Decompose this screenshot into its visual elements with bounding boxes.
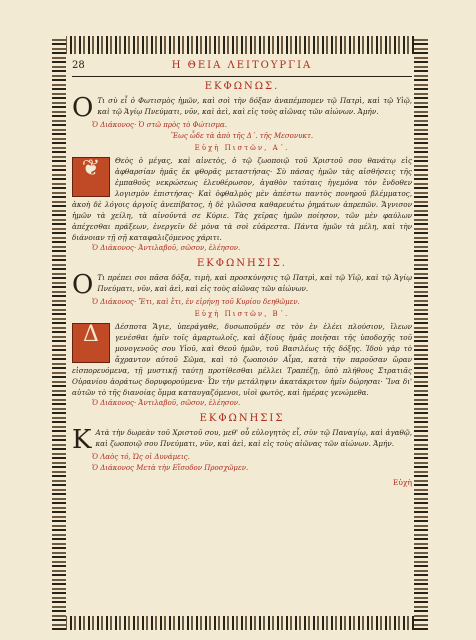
paragraph-text: Ατὰ τὴν δωρεὰν τοῦ Χριστοῦ σου, μεθ' οὗ εὐλογητὸς εἶ, σὺν τῷ Παναγίῳ, καὶ ἀγαθῷ, καὶ ζωοποιῷ σου Πνεύματι, νῦν, καὶ ἀεὶ, καὶ εἰς τοὺς αἰῶνας τῶν αἰώνων. Ἀμήν. <box>95 428 412 448</box>
heading-ekphonos: ΕΚΦΩΝΩΣ. <box>204 81 280 92</box>
ornamental-initial <box>72 323 110 363</box>
heading-ekphonesis: ΕΚΦΩΝΗΣΙΣ <box>199 413 285 424</box>
paragraph-text: Τι πρέπει σοι πᾶσα δόξα, τιμὴ, καὶ προσκύνησις τῷ Πατρὶ, καὶ τῷ Υἱῷ, καὶ τῷ Ἁγίῳ Πνεύματι, νῦν, καὶ ἀεὶ, καὶ εἰς τοὺς αἰῶνας τῶν αἰώνων. <box>97 273 412 293</box>
paragraph-ekphonesis <box>72 425 412 455</box>
paragraph-text: Θεὸς ὁ μέγας, καὶ αἰνετὸς, ὁ τῷ ζωοποιῷ τοῦ Χριστοῦ σου θανάτῳ εἰς ἀφθαρσίαν ἡμᾶς ἐκ φθορᾶς μεταστήσας· Σὺ πάσας ἡμῶν τὰς αἰσθήσεις τῆς ἐμπαθοῦς νεκρώσεως ἐλευθέρωσον, ἀγαθὸν ταύταις ἡγεμόνα τὸν ἔνδοθεν λογισμὸν ἐπιστήσας· Καὶ ὀφθαλμὸς μὲν ἀπέστω παντὸς πονηροῦ βλέμματος, ἀκοὴ δὲ λόγοις ἀργοῖς ἀνεπίβατος, ἡ δὲ γλῶσσα καθαρευέτω ῥημάτων ἀπρεπῶν. Ἅγνισον ἡμῶν τὰ χείλη, τὰ αἰνοῦντά σε Κύριε. Τὰς χεῖρας ἡμῶν ποίησον, τῶν μὲν φαύλων ἀπέχεσθαι πράξεων, ἐνεργεῖν δὲ μόνα τὰ σοὶ εὐάρεστα. Πάντα ἡμῶν τὰ μέλη, καὶ τὴν διάνοιαν τῇ σῇ καταφαλιζόμενος χάριτι. <box>72 156 412 242</box>
deacon-rubric: Ὁ Διάκονος· Ὁ στῶ πρὸς τὸ Φώτισμα. <box>92 121 227 129</box>
paragraph-ekphonesis <box>72 270 412 300</box>
page-number: 28 <box>72 60 85 71</box>
rubric-note: Ἕως ὧδε τὰ ἀπὸ τῆς Δ΄. τῆς Μεσονυκτ. <box>170 132 314 140</box>
border-right <box>414 36 428 630</box>
text-block <box>72 58 412 487</box>
heading-ekphonesis: ΕΚΦΩΝΗΣΙΣ. <box>197 258 287 269</box>
drop-cap: Ο <box>72 93 94 123</box>
deacon-rubric: Ὁ Διάκονος Μετὰ τὴν Εἴσοδον Προσχῶμεν. <box>92 464 249 472</box>
paragraph-text: Δέσποτα Ἅγιε, ὑπεράγαθε, δυσωποῦμέν σε τὸν ἐν ἐλέει πλούσιον, ἵλεων γενέσθαι ἡμῖν τοῖς ἁμαρτωλοῖς, καὶ ἀξίους ἡμᾶς ποιῆσαι τῆς ὑποδοχῆς τοῦ μονογενοῦς σου Υἱοῦ, καὶ Θεοῦ ἡμῶν, τοῦ Βασιλέως τῆς δόξης. Ἰδοὺ γὰρ τὸ ἄχραντον αὐτοῦ Σῶμα, καὶ τὸ ζωοποιὸν Αἷμα, κατὰ τὴν παροῦσαν ὥραν εἰσπορευόμενα, τῇ μυστικῇ ταύτῃ προτίθεσθαι μέλλει Τραπέζῃ, ὑπὸ πλήθους Στρατιᾶς Οὐρανίου ἀοράτως δορυφορούμενα· Ὧν τὴν μετάληψιν ἀκατάκριτον ἡμῖν δώρησαι· Ἵνα δι' αὐτῶν τὸ τῆς διανοίας ὄμμα καταυγαζόμενοι, υἱοὶ φωτὸς, καὶ ἡμέρας γενώμεθα. <box>72 322 412 397</box>
flower-icon: ❦ <box>81 156 101 181</box>
prayer-paragraph <box>72 155 412 243</box>
drop-cap: Κ <box>72 425 92 455</box>
border-left <box>52 36 66 630</box>
prayer-title: Εὐχὴ Πιστῶν, Α΄. <box>194 144 290 152</box>
paragraph-text: Τι σὺ εἶ ὁ Φωτισμὸς ἡμῶν, καὶ σοὶ τὴν δόξαν ἀναπέμπομεν τῷ Πατρὶ, καὶ τῷ Υἱῷ, καὶ τῷ Ἁγίῳ Πνεύματι, νῦν, καὶ ἀεὶ, καὶ εἰς τοὺς αἰῶνας τῶν αἰώνων. Ἀμήν. <box>97 96 412 116</box>
border-top <box>52 36 428 54</box>
deacon-rubric: Ὁ Διάκονος· Ἀντιλαβοῦ, σῶσον, ἐλέησον. <box>92 399 241 407</box>
border-bottom <box>52 616 428 630</box>
prayer-title: Εὐχὴ Πιστῶν, Β΄. <box>194 310 290 318</box>
choir-rubric: Ὁ Λαὸς τό, Ὡς οἱ Δυνάμεις. <box>92 453 190 461</box>
deacon-rubric: Ὁ Διάκονος· Ἀντιλαβοῦ, σῶσον, ἐλέησον. <box>92 244 241 252</box>
ornamental-initial <box>72 157 110 197</box>
running-title: Η ΘΕΙΑ ΛΕΙΤΟΥΡΓΙΑ <box>171 60 313 71</box>
deacon-rubric: Ὁ Διάκονος· Ἔτι, καὶ ἔτι, ἐν εἰρήνῃ τοῦ Κυρίου δεηθῶμεν. <box>92 298 300 306</box>
delta-initial-icon: Δ <box>83 322 99 347</box>
paragraph-ekphonos <box>72 93 412 123</box>
prayer-paragraph <box>72 321 412 398</box>
catchword: Εὐχὴ <box>392 478 412 487</box>
page-header <box>72 58 412 77</box>
drop-cap: Ο <box>72 270 94 300</box>
